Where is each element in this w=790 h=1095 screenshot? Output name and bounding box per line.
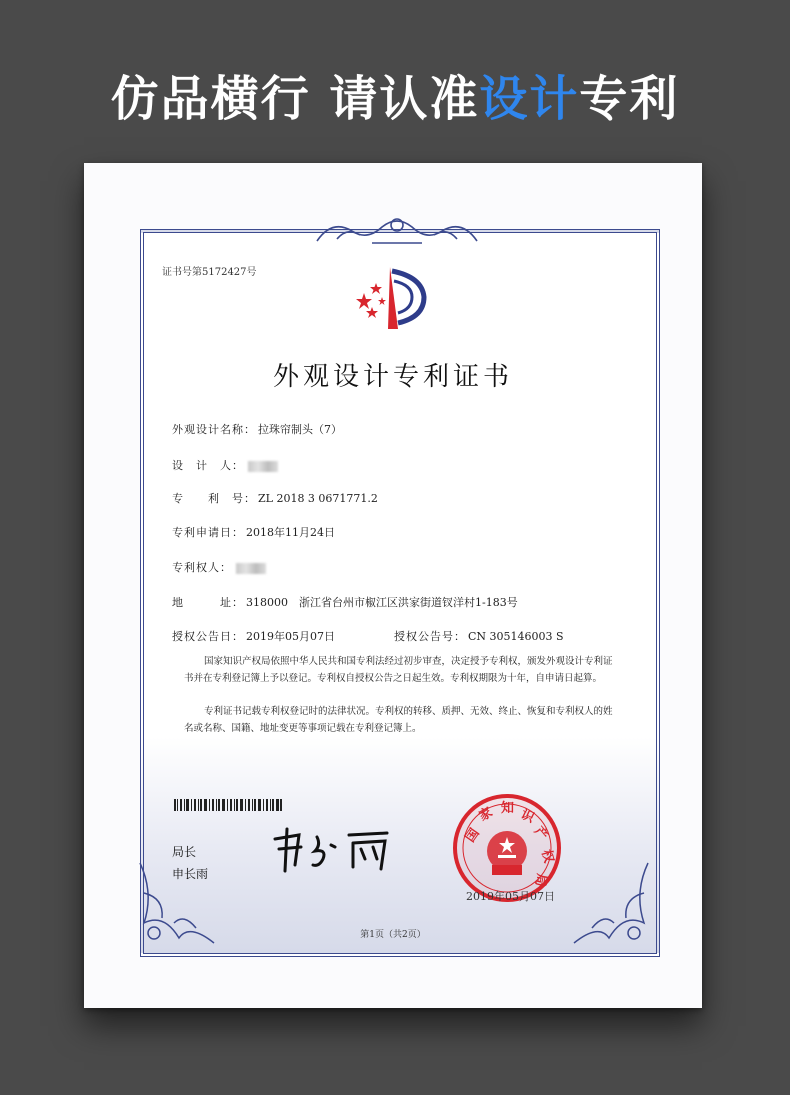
svg-text:知: 知 — [501, 801, 515, 816]
filing-date-field — [172, 524, 335, 540]
designer-redacted — [248, 461, 278, 472]
designer-field — [172, 457, 278, 473]
director-title: 局长 — [172, 845, 197, 859]
svg-text:识: 识 — [518, 807, 537, 827]
design-name-value: 拉珠帘制头（7） — [258, 423, 342, 436]
patent-number-label: 专 利 号： — [172, 492, 256, 505]
official-seal-icon — [452, 793, 562, 903]
seal-date: 2019年05月07日 — [466, 890, 555, 903]
grant-number-field — [394, 628, 564, 644]
banner-text-before: 仿品横行 请认准 — [110, 71, 480, 127]
patent-number-value: ZL 2018 3 0671771.2 — [258, 492, 378, 505]
certificate-paper — [84, 163, 702, 1008]
svg-text:家: 家 — [476, 804, 496, 825]
grant-date-value: 2019年05月07日 — [246, 630, 335, 643]
filing-date-label: 专利申请日： — [172, 526, 244, 539]
top-ornament-icon — [312, 213, 482, 247]
svg-text:国: 国 — [462, 826, 483, 846]
patentee-label: 专利权人： — [172, 561, 232, 574]
certificate-number: 证书号第5172427号 — [162, 267, 257, 278]
address-label: 地 址： — [172, 596, 244, 609]
designer-label: 设 计 人： — [172, 459, 244, 472]
certificate-border — [140, 229, 660, 957]
certificate-title: 外观设计专利证书 — [272, 362, 513, 392]
director-name: 申长雨 — [172, 867, 209, 881]
address-field — [172, 594, 518, 610]
grant-number-label: 授权公告号： — [394, 630, 466, 643]
filing-date-value: 2018年11月24日 — [246, 526, 335, 539]
barcode-icon — [174, 799, 282, 811]
banner-text-after: 专利 — [579, 71, 680, 127]
page-number: 第1页（共2页） — [360, 930, 426, 940]
svg-text:局: 局 — [531, 872, 549, 888]
promo-banner — [0, 60, 790, 129]
svg-text:产: 产 — [530, 823, 551, 844]
grant-number-value: CN 305146003 S — [468, 630, 564, 643]
design-name-field — [172, 421, 342, 437]
patent-number-field — [172, 490, 378, 506]
grant-date-field — [172, 628, 335, 644]
grant-paragraph: 国家知识产权局依照中华人民共和国专利法经过初步审查，决定授予专利权，颁发外观设计专利证书并在专利登记簿上予以登记。专利权自授权公告之日起生效。专利权期限为十年，自申请日起算。 — [184, 656, 613, 684]
svg-text:权: 权 — [538, 848, 556, 865]
design-name-label: 外观设计名称： — [172, 423, 256, 436]
address-value: 318000 浙江省台州市椒江区洪家街道钗洋村1-183号 — [246, 596, 518, 609]
patent-office-emblem-icon — [352, 263, 432, 333]
legal-status-paragraph: 专利证书记载专利权登记时的法律状况。专利权的转移、质押、无效、终止、恢复和专利权人的姓名或名称、国籍、地址变更等事项记载在专利登记簿上。 — [184, 706, 613, 734]
patentee-redacted — [236, 563, 266, 574]
banner-text-accent: 设计 — [479, 71, 580, 127]
grant-date-label: 授权公告日： — [172, 630, 244, 643]
patentee-field — [172, 559, 266, 575]
director-signature-icon — [269, 825, 399, 875]
